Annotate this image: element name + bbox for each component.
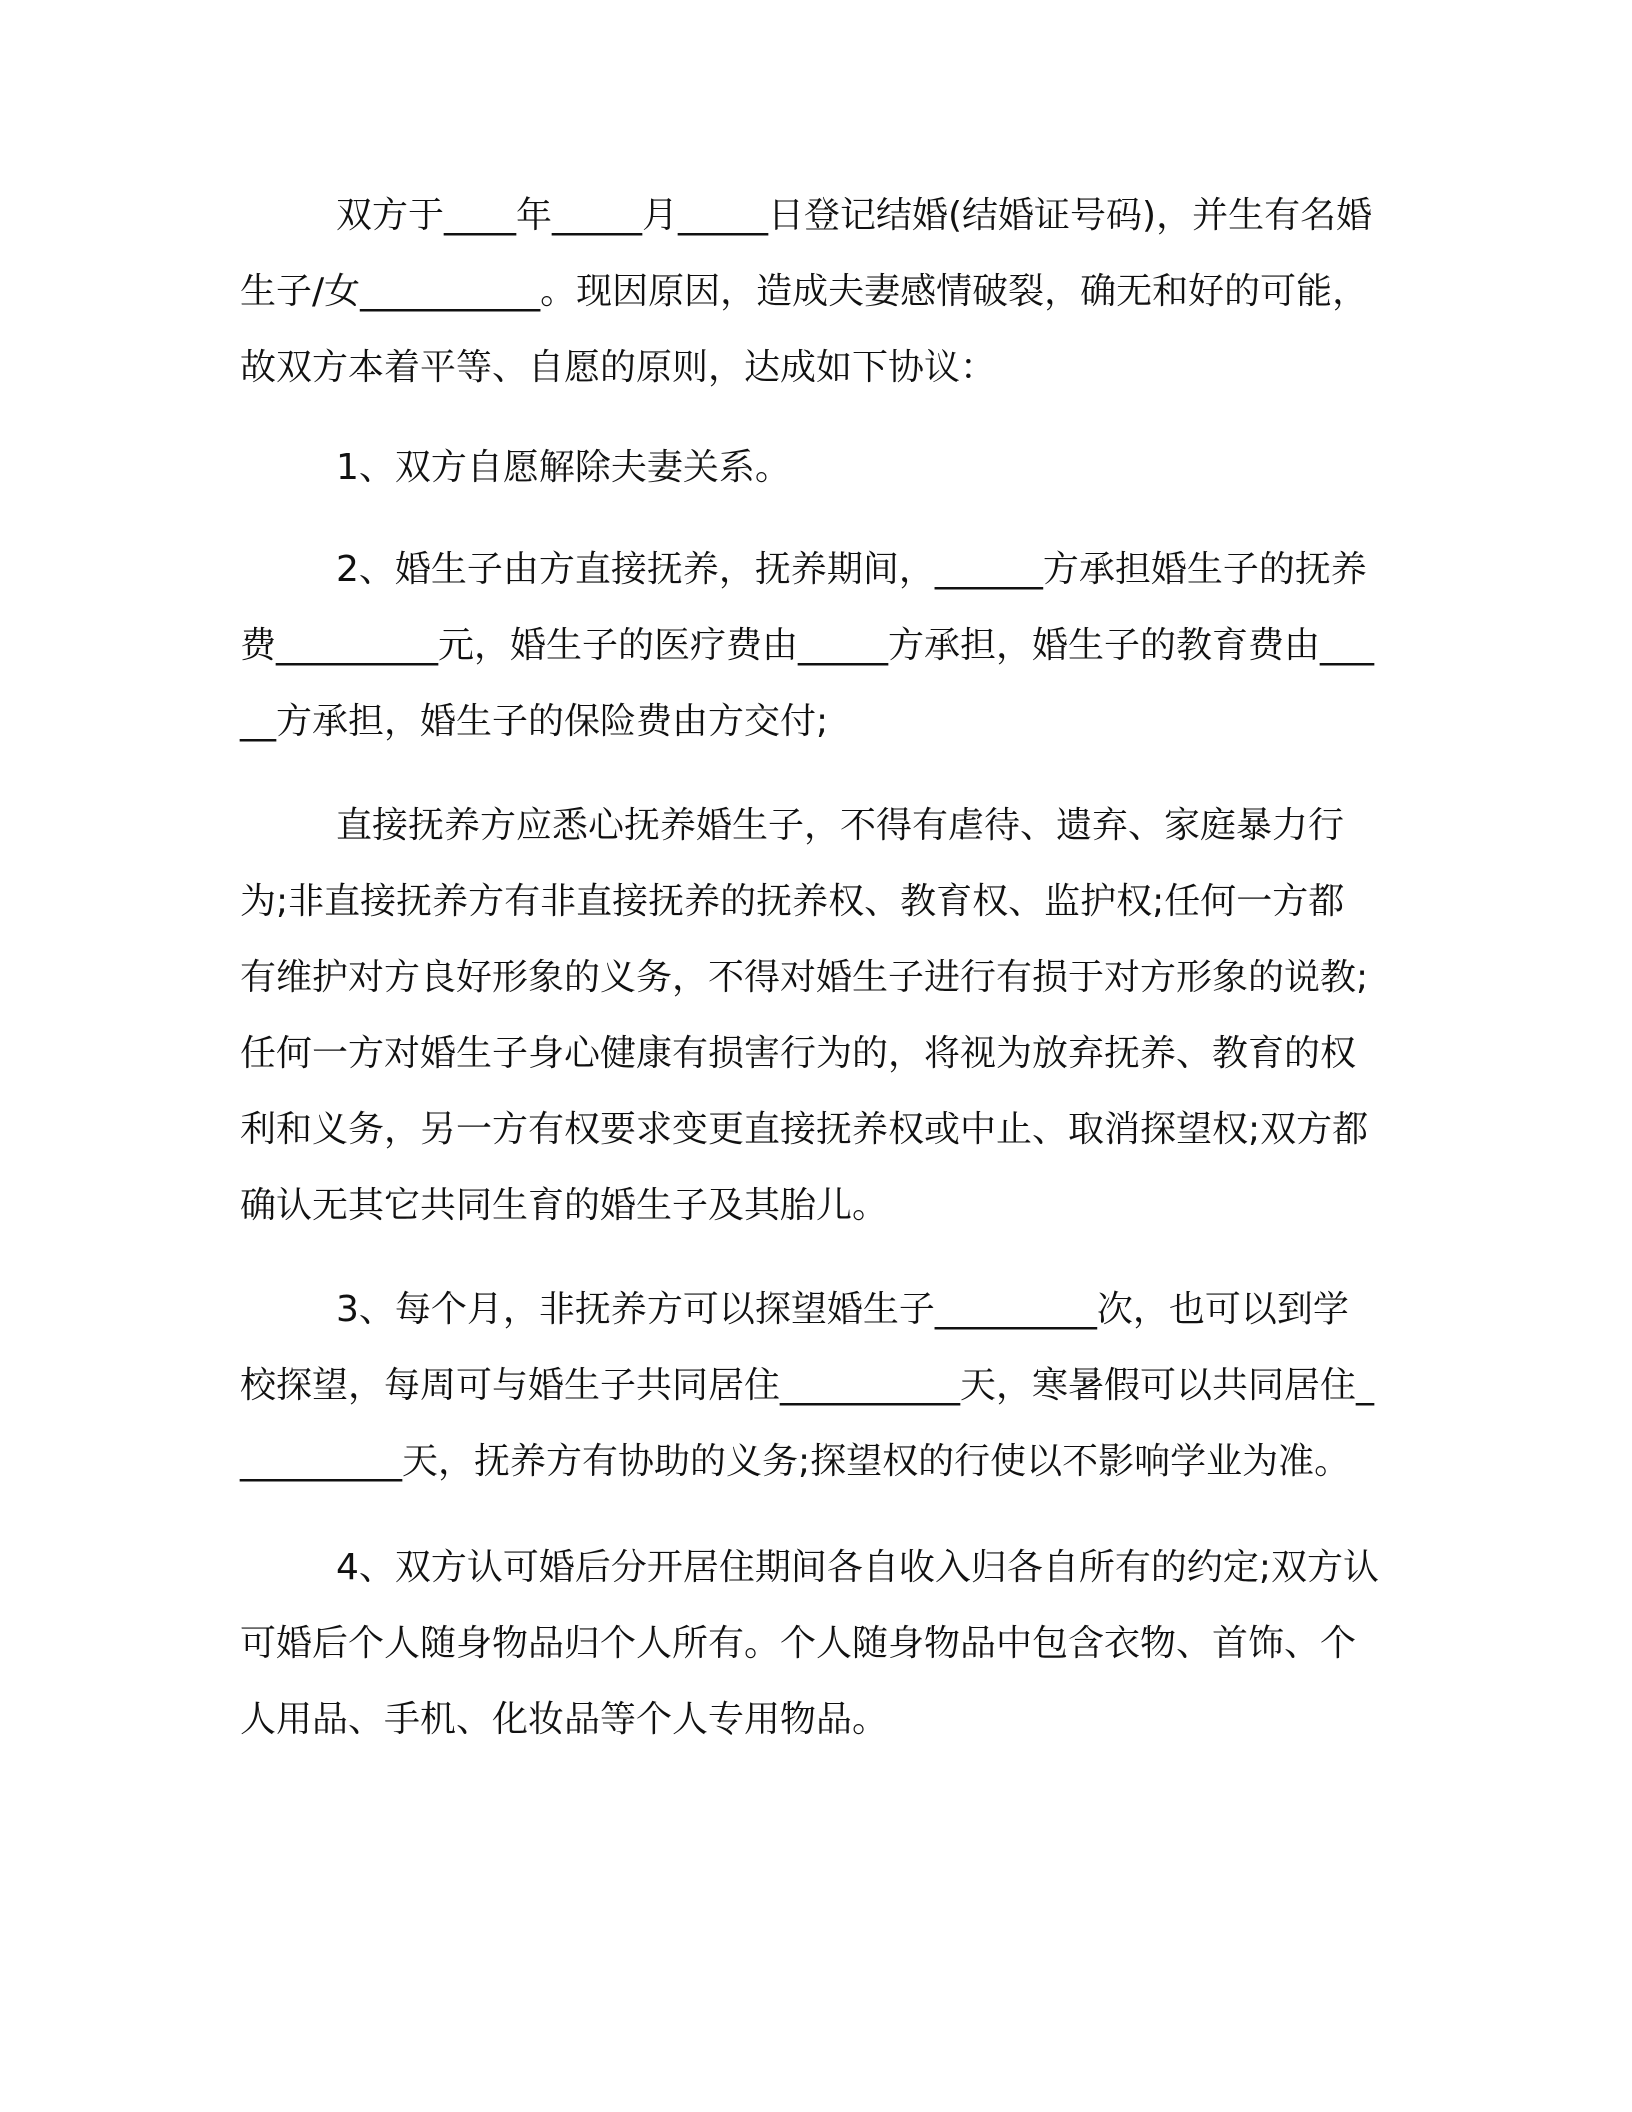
paragraph-clause-2: 2、婚生子由方直接抚养，抚养期间，______方承担婚生子的抚养费_________元，婚生子的医疗费由_____方承担，婚生子的教育费由_____方承担，婚生子的保险费由方交付; — [240, 549, 1375, 742]
paragraph-custody-duties: 直接抚养方应悉心抚养婚生子，不得有虐待、遗弃、家庭暴力行为;非直接抚养方有非直接抚养的抚养权、教育权、监护权;任何一方都有维护对方良好形象的义务，不得对婚生子进行有损于对方形象的说教;任何一方对婚生子身心健康有损害行为的，将视为放弃抚养、教育的权利和义务，另一方有权要求变更直接抚养权或中止、取消探望权;双方都确认无其它共同生育的婚生子及其胎儿。 — [240, 805, 1369, 1226]
paragraph-clause-4: 4、双方认可婚后分开居住期间各自收入归各自所有的约定;双方认可婚后个人随身物品归个人所有。个人随身物品中包含衣物、首饰、个人用品、手机、化妆品等个人专用物品。 — [240, 1547, 1380, 1740]
document-body — [240, 178, 1380, 1786]
paragraph-intro: 双方于____年_____月_____日登记结婚(结婚证号码)，并生有名婚生子/女__________。现因原因，造成夫妻感情破裂，确无和好的可能，故双方本着平等、自愿的原则，达成如下协议： — [240, 195, 1373, 388]
paragraph-clause-1: 1、双方自愿解除夫妻关系。 — [336, 447, 791, 488]
paragraph-clause-3: 3、每个月，非抚养方可以探望婚生子_________次，也可以到学校探望，每周可与婚生子共同居住__________天，寒暑假可以共同居住__________天，抚养方有协助的义务;探望权的行使以不影响学业为准。 — [240, 1289, 1375, 1482]
